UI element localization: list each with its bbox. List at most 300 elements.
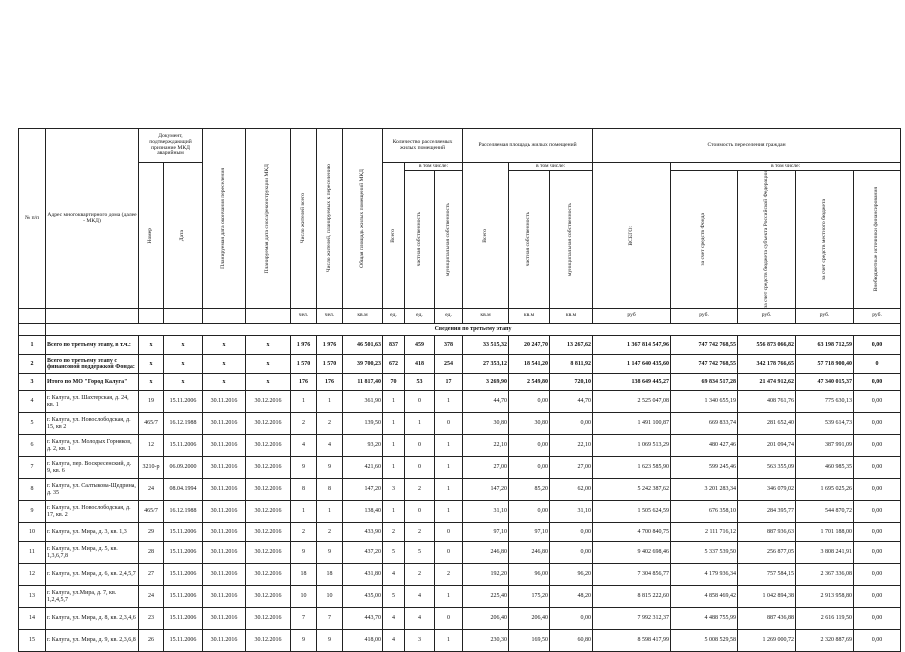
row-area-private: 0,00 bbox=[509, 391, 550, 413]
row-cost-regional: 201 094,74 bbox=[738, 435, 796, 457]
row-cost-regional: 408 761,76 bbox=[738, 391, 796, 413]
row-residents-total: 2 bbox=[291, 523, 317, 542]
row-area-private: 30,80 bbox=[509, 413, 550, 435]
row-cost-fund: 2 111 716,12 bbox=[671, 523, 738, 542]
header-cost-sub: в том числе: bbox=[671, 163, 901, 171]
row-total-area: 443,70 bbox=[343, 608, 383, 630]
row-residents-planned: 1 bbox=[317, 391, 343, 413]
row-area-private: 97,10 bbox=[509, 523, 550, 542]
row-cost-local: 387 991,09 bbox=[796, 435, 854, 457]
header-fund: за счет средств Фонда bbox=[671, 171, 738, 309]
row-residents-total: 7 bbox=[291, 608, 317, 630]
row-area-total: 246,80 bbox=[463, 542, 509, 564]
row-area-private: 0,00 bbox=[509, 435, 550, 457]
header-area-group: Расселяемая площадь жилых помещений bbox=[463, 129, 593, 163]
row-total-area: 93,20 bbox=[343, 435, 383, 457]
row-residents-total: 1 bbox=[291, 391, 317, 413]
row-number: 6 bbox=[19, 435, 46, 457]
row-plan-demolish: 30.12.2016 bbox=[246, 479, 291, 501]
row-area-private: 206,40 bbox=[509, 608, 550, 630]
row-residents-total: 9 bbox=[291, 542, 317, 564]
row-area-private: 246,80 bbox=[509, 542, 550, 564]
row-plan-demolish: 30.12.2016 bbox=[246, 630, 291, 652]
row-area-municipal: 96,20 bbox=[550, 564, 593, 586]
row-number: 15 bbox=[19, 630, 46, 652]
row-area-municipal: 0,00 bbox=[550, 542, 593, 564]
header-rooms-sub: в том числе: bbox=[405, 163, 463, 171]
row-residents-total: 4 bbox=[291, 435, 317, 457]
row-address: г. Калуга, ул. Молодых Горняков, д. 2, кв. 1 bbox=[46, 435, 139, 457]
row-rooms-municipal: 1 bbox=[435, 630, 463, 652]
row-total-area: 139,50 bbox=[343, 413, 383, 435]
row-doc-date: 15.11.2006 bbox=[164, 435, 203, 457]
row-cost-total: 9 402 698,46 bbox=[593, 542, 671, 564]
row-area-municipal: 48,20 bbox=[550, 586, 593, 608]
row-doc-number: 3210-р bbox=[139, 457, 164, 479]
table-row bbox=[19, 479, 901, 501]
row-plan-end: 30.11.2016 bbox=[203, 586, 246, 608]
row-rooms-total: 5 bbox=[383, 586, 405, 608]
header-rooms-municipal: муниципальная собственность bbox=[435, 171, 463, 309]
row-area-private: 2 549,80 bbox=[509, 374, 550, 391]
row-residents-total: 1 bbox=[291, 501, 317, 523]
row-area-municipal: 44,70 bbox=[550, 391, 593, 413]
row-number: 8 bbox=[19, 479, 46, 501]
row-doc-date: x bbox=[164, 374, 203, 391]
row-cost-local: 3 808 241,91 bbox=[796, 542, 854, 564]
row-area-municipal: 62,00 bbox=[550, 479, 593, 501]
row-rooms-total: 4 bbox=[383, 630, 405, 652]
row-area-private: 0,00 bbox=[509, 457, 550, 479]
row-plan-demolish: 30.12.2016 bbox=[246, 391, 291, 413]
row-plan-end: x bbox=[203, 374, 246, 391]
row-rooms-private: 53 bbox=[405, 374, 435, 391]
row-rooms-private: 418 bbox=[405, 355, 435, 374]
section-title: Сведения по третьему этапу bbox=[46, 324, 901, 336]
row-area-total: 225,40 bbox=[463, 586, 509, 608]
row-residents-planned: 8 bbox=[317, 479, 343, 501]
row-doc-number: 24 bbox=[139, 479, 164, 501]
row-rooms-total: 1 bbox=[383, 457, 405, 479]
unit-cell bbox=[246, 309, 291, 324]
row-rooms-private: 2 bbox=[405, 564, 435, 586]
row-address: г. Калуга, ул. Новослободская, д. 15, кв 2 bbox=[46, 413, 139, 435]
row-residents-planned: 9 bbox=[317, 457, 343, 479]
row-area-total: 27 353,12 bbox=[463, 355, 509, 374]
row-address: г. Калуга, ул. Мира, д. 9, кв. 2,3,6,8 bbox=[46, 630, 139, 652]
resettlement-table bbox=[18, 128, 901, 652]
header-cost-group: Стоимость переселения граждан bbox=[593, 129, 901, 163]
row-rooms-private: 2 bbox=[405, 523, 435, 542]
row-cost-fund: 480 427,46 bbox=[671, 435, 738, 457]
row-residents-total: 1 976 bbox=[291, 336, 317, 355]
row-cost-total: 1 069 513,29 bbox=[593, 435, 671, 457]
header-doc-date: Дата bbox=[164, 163, 203, 309]
row-cost-regional: 346 079,02 bbox=[738, 479, 796, 501]
row-cost-regional: 757 584,15 bbox=[738, 564, 796, 586]
row-residents-planned: 1 976 bbox=[317, 336, 343, 355]
row-area-municipal: 13 267,62 bbox=[550, 336, 593, 355]
row-rooms-private: 459 bbox=[405, 336, 435, 355]
row-plan-end: 30.11.2016 bbox=[203, 630, 246, 652]
row-number: 4 bbox=[19, 391, 46, 413]
row-cost-local: 57 718 900,40 bbox=[796, 355, 854, 374]
row-rooms-total: 70 bbox=[383, 374, 405, 391]
row-rooms-private: 4 bbox=[405, 586, 435, 608]
header-cost-total: ВСЕГО: bbox=[593, 163, 671, 309]
row-residents-total: 2 bbox=[291, 413, 317, 435]
unit-cell bbox=[164, 309, 203, 324]
table-row bbox=[19, 355, 901, 374]
row-area-total: 30,80 bbox=[463, 413, 509, 435]
row-cost-fund: 5 008 529,58 bbox=[671, 630, 738, 652]
row-cost-extra: 0,00 bbox=[854, 435, 901, 457]
row-doc-date: 15.11.2006 bbox=[164, 630, 203, 652]
table-row bbox=[19, 391, 901, 413]
row-plan-demolish: x bbox=[246, 374, 291, 391]
table-body bbox=[19, 129, 901, 652]
row-area-private: 18 541,20 bbox=[509, 355, 550, 374]
row-number: 12 bbox=[19, 564, 46, 586]
row-cost-extra: 0,00 bbox=[854, 630, 901, 652]
row-doc-date: 06.09.2000 bbox=[164, 457, 203, 479]
row-rooms-private: 0 bbox=[405, 501, 435, 523]
row-plan-demolish: 30.12.2016 bbox=[246, 501, 291, 523]
row-residents-planned: 9 bbox=[317, 630, 343, 652]
table-row bbox=[19, 413, 901, 435]
row-cost-extra: 0,00 bbox=[854, 374, 901, 391]
row-residents-planned: 18 bbox=[317, 564, 343, 586]
row-area-municipal: 0,00 bbox=[550, 413, 593, 435]
row-rooms-total: 2 bbox=[383, 523, 405, 542]
row-cost-local: 544 870,72 bbox=[796, 501, 854, 523]
row-cost-local: 775 630,13 bbox=[796, 391, 854, 413]
row-cost-local: 460 985,35 bbox=[796, 457, 854, 479]
row-cost-total: 8 815 222,60 bbox=[593, 586, 671, 608]
row-residents-total: 9 bbox=[291, 630, 317, 652]
row-rooms-private: 0 bbox=[405, 391, 435, 413]
row-residents-planned: 1 bbox=[317, 501, 343, 523]
header-total-area: Общая площадь жилых помещений МКД bbox=[343, 129, 383, 309]
row-cost-regional: 1 269 000,72 bbox=[738, 630, 796, 652]
row-address: г. Калуга, ул. Новослободская, д. 17, кв. 2 bbox=[46, 501, 139, 523]
header-rooms-private: частная собственность bbox=[405, 171, 435, 309]
row-cost-regional: 342 178 766,65 bbox=[738, 355, 796, 374]
row-doc-date: 15.11.2006 bbox=[164, 564, 203, 586]
row-cost-total: 1 147 640 435,60 bbox=[593, 355, 671, 374]
row-residents-planned: 10 bbox=[317, 586, 343, 608]
row-area-total: 206,40 bbox=[463, 608, 509, 630]
header-area-private: частная собственность bbox=[509, 171, 550, 309]
row-doc-date: 15.11.2006 bbox=[164, 542, 203, 564]
row-cost-fund: 669 833,74 bbox=[671, 413, 738, 435]
row-cost-local: 1 701 188,00 bbox=[796, 523, 854, 542]
row-area-municipal: 22,10 bbox=[550, 435, 593, 457]
row-address: г. Калуга, ул. Мира, д. 6, кв. 2,4,5,7 bbox=[46, 564, 139, 586]
row-cost-regional: 1 042 894,38 bbox=[738, 586, 796, 608]
row-cost-total: 4 700 840,75 bbox=[593, 523, 671, 542]
row-cost-total: 8 598 417,99 bbox=[593, 630, 671, 652]
row-cost-regional: 21 474 912,62 bbox=[738, 374, 796, 391]
row-total-area: 138,40 bbox=[343, 501, 383, 523]
row-plan-demolish: x bbox=[246, 355, 291, 374]
row-plan-end: x bbox=[203, 336, 246, 355]
row-area-private: 0,00 bbox=[509, 501, 550, 523]
row-doc-number: 19 bbox=[139, 391, 164, 413]
row-cost-fund: 4 488 755,99 bbox=[671, 608, 738, 630]
row-rooms-municipal: 0 bbox=[435, 523, 463, 542]
header-extra: Внебюджетные источники финансирования bbox=[854, 171, 901, 309]
row-cost-fund: 747 742 768,55 bbox=[671, 336, 738, 355]
row-area-municipal: 720,10 bbox=[550, 374, 593, 391]
row-rooms-private: 3 bbox=[405, 630, 435, 652]
row-rooms-total: 837 bbox=[383, 336, 405, 355]
row-rooms-municipal: 2 bbox=[435, 564, 463, 586]
row-doc-number: 28 bbox=[139, 542, 164, 564]
header-local: за счет средств местного бюджета bbox=[796, 171, 854, 309]
row-residents-total: 10 bbox=[291, 586, 317, 608]
header-address: Адрес многоквартирного дома (далее - МКД) bbox=[46, 129, 139, 309]
row-rooms-municipal: 378 bbox=[435, 336, 463, 355]
header-plan-end: Планируемая дата окончания переселения bbox=[203, 129, 246, 309]
row-plan-end: 30.11.2016 bbox=[203, 457, 246, 479]
row-address: г. Калуга, ул. Салтыкова-Щедрина, д. 35 bbox=[46, 479, 139, 501]
table-row bbox=[19, 435, 901, 457]
row-area-municipal: 31,10 bbox=[550, 501, 593, 523]
row-cost-total: 7 304 856,77 bbox=[593, 564, 671, 586]
row-number: 13 bbox=[19, 586, 46, 608]
row-plan-end: 30.11.2016 bbox=[203, 523, 246, 542]
row-cost-total: 1 367 814 547,96 bbox=[593, 336, 671, 355]
row-cost-total: 1 623 585,90 bbox=[593, 457, 671, 479]
row-rooms-total: 4 bbox=[383, 564, 405, 586]
row-cost-local: 2 913 958,80 bbox=[796, 586, 854, 608]
row-number: 3 bbox=[19, 374, 46, 391]
row-cost-fund: 1 340 655,19 bbox=[671, 391, 738, 413]
unit-cell: чел. bbox=[317, 309, 343, 324]
unit-cell: руб. bbox=[854, 309, 901, 324]
row-doc-number: 24 bbox=[139, 586, 164, 608]
row-cost-total: 5 242 387,62 bbox=[593, 479, 671, 501]
row-cost-local: 2 367 336,08 bbox=[796, 564, 854, 586]
unit-cell bbox=[46, 309, 139, 324]
row-rooms-private: 5 bbox=[405, 542, 435, 564]
row-doc-date: 16.12.1988 bbox=[164, 413, 203, 435]
row-rooms-private: 0 bbox=[405, 435, 435, 457]
row-area-municipal: 0,00 bbox=[550, 523, 593, 542]
row-doc-number: 27 bbox=[139, 564, 164, 586]
row-cost-fund: 599 245,46 bbox=[671, 457, 738, 479]
row-rooms-total: 1 bbox=[383, 435, 405, 457]
row-cost-fund: 747 742 768,55 bbox=[671, 355, 738, 374]
row-area-total: 33 515,32 bbox=[463, 336, 509, 355]
row-rooms-municipal: 1 bbox=[435, 391, 463, 413]
row-plan-end: 30.11.2016 bbox=[203, 542, 246, 564]
unit-cell: ед. bbox=[383, 309, 405, 324]
row-area-private: 85,20 bbox=[509, 479, 550, 501]
row-residents-planned: 7 bbox=[317, 608, 343, 630]
row-area-total: 27,00 bbox=[463, 457, 509, 479]
row-doc-number: x bbox=[139, 355, 164, 374]
table-row bbox=[19, 523, 901, 542]
row-doc-date: 16.12.1988 bbox=[164, 501, 203, 523]
row-cost-local: 63 198 712,59 bbox=[796, 336, 854, 355]
row-rooms-municipal: 1 bbox=[435, 457, 463, 479]
row-total-area: 421,60 bbox=[343, 457, 383, 479]
row-plan-end: 30.11.2016 bbox=[203, 501, 246, 523]
row-plan-demolish: 30.12.2016 bbox=[246, 457, 291, 479]
header-doc-number: Номер bbox=[139, 163, 164, 309]
row-cost-extra: 0,00 bbox=[854, 542, 901, 564]
row-rooms-municipal: 1 bbox=[435, 479, 463, 501]
row-cost-local: 2 616 119,50 bbox=[796, 608, 854, 630]
row-doc-number: 465/7 bbox=[139, 501, 164, 523]
row-area-total: 3 269,90 bbox=[463, 374, 509, 391]
row-rooms-private: 1 bbox=[405, 413, 435, 435]
row-area-total: 97,10 bbox=[463, 523, 509, 542]
row-total-area: 433,90 bbox=[343, 523, 383, 542]
row-doc-number: 26 bbox=[139, 630, 164, 652]
unit-cell bbox=[19, 309, 46, 324]
row-residents-planned: 9 bbox=[317, 542, 343, 564]
row-cost-total: 1 491 100,87 bbox=[593, 413, 671, 435]
row-doc-date: 08.04.1994 bbox=[164, 479, 203, 501]
row-total-area: 437,20 bbox=[343, 542, 383, 564]
row-doc-number: 23 bbox=[139, 608, 164, 630]
row-cost-total: 138 649 445,27 bbox=[593, 374, 671, 391]
row-doc-date: x bbox=[164, 355, 203, 374]
row-total-area: 39 700,23 bbox=[343, 355, 383, 374]
header-residents-planned: Число жителей, планируемых к переселению bbox=[317, 129, 343, 309]
row-area-municipal: 27,00 bbox=[550, 457, 593, 479]
row-cost-extra: 0,00 bbox=[854, 608, 901, 630]
row-rooms-municipal: 1 bbox=[435, 435, 463, 457]
unit-cell: кв.м bbox=[463, 309, 509, 324]
row-total-area: 46 501,63 bbox=[343, 336, 383, 355]
row-address: г. Калуга, ул.Мира, д. 7, кв. 1,2,4,5,7 bbox=[46, 586, 139, 608]
row-plan-demolish: 30.12.2016 bbox=[246, 586, 291, 608]
row-cost-extra: 0,00 bbox=[854, 586, 901, 608]
row-cost-extra: 0,00 bbox=[854, 523, 901, 542]
row-rooms-municipal: 17 bbox=[435, 374, 463, 391]
header-area-total: Всего bbox=[463, 163, 509, 309]
table-row bbox=[19, 457, 901, 479]
row-address: г. Калуга, пер. Воскресенский, д. 9, кв. 6 bbox=[46, 457, 139, 479]
row-area-total: 147,20 bbox=[463, 479, 509, 501]
row-area-municipal: 60,80 bbox=[550, 630, 593, 652]
row-cost-fund: 4 858 469,42 bbox=[671, 586, 738, 608]
row-total-area: 431,80 bbox=[343, 564, 383, 586]
header-rooms-total: Всего bbox=[383, 163, 405, 309]
row-residents-total: 18 bbox=[291, 564, 317, 586]
table-row bbox=[19, 586, 901, 608]
unit-cell: руб bbox=[593, 309, 671, 324]
row-number: 11 bbox=[19, 542, 46, 564]
row-plan-end: 30.11.2016 bbox=[203, 413, 246, 435]
row-rooms-total: 1 bbox=[383, 391, 405, 413]
row-number: 5 bbox=[19, 413, 46, 435]
row-doc-date: 15.11.2006 bbox=[164, 608, 203, 630]
row-cost-regional: 887 936,63 bbox=[738, 523, 796, 542]
row-rooms-total: 4 bbox=[383, 608, 405, 630]
row-cost-total: 7 992 312,37 bbox=[593, 608, 671, 630]
row-total-area: 11 817,40 bbox=[343, 374, 383, 391]
header-num: № п/п bbox=[19, 129, 46, 309]
row-cost-local: 539 614,73 bbox=[796, 413, 854, 435]
unit-cell bbox=[203, 309, 246, 324]
row-cost-fund: 5 337 539,50 bbox=[671, 542, 738, 564]
row-area-total: 230,30 bbox=[463, 630, 509, 652]
row-plan-end: 30.11.2016 bbox=[203, 435, 246, 457]
row-cost-extra: 0,00 bbox=[854, 391, 901, 413]
row-cost-fund: 3 201 283,34 bbox=[671, 479, 738, 501]
unit-cell: руб. bbox=[738, 309, 796, 324]
row-total-area: 435,00 bbox=[343, 586, 383, 608]
row-cost-fund: 676 358,10 bbox=[671, 501, 738, 523]
row-address: Всего по третьему этапу, в т.ч.: bbox=[46, 336, 139, 355]
row-residents-total: 9 bbox=[291, 457, 317, 479]
row-rooms-total: 672 bbox=[383, 355, 405, 374]
row-residents-total: 176 bbox=[291, 374, 317, 391]
row-number: 1 bbox=[19, 336, 46, 355]
row-doc-date: 15.11.2006 bbox=[164, 391, 203, 413]
row-cost-extra: 0,00 bbox=[854, 457, 901, 479]
table-row bbox=[19, 630, 901, 652]
row-plan-demolish: 30.12.2016 bbox=[246, 413, 291, 435]
row-cost-total: 2 525 047,08 bbox=[593, 391, 671, 413]
row-address: г. Калуга, ул. Мира, д. 3, кв. 1,3 bbox=[46, 523, 139, 542]
row-rooms-private: 0 bbox=[405, 457, 435, 479]
row-plan-end: 30.11.2016 bbox=[203, 391, 246, 413]
row-address: г. Калуга, ул. Мира, д. 5, кв. 1,3,6,7,8 bbox=[46, 542, 139, 564]
row-rooms-private: 4 bbox=[405, 608, 435, 630]
row-plan-demolish: 30.12.2016 bbox=[246, 523, 291, 542]
row-address: г. Калуга, ул. Мира, д. 8, кв. 2,3,4,6 bbox=[46, 608, 139, 630]
row-plan-demolish: 30.12.2016 bbox=[246, 564, 291, 586]
row-area-private: 96,00 bbox=[509, 564, 550, 586]
row-doc-date: x bbox=[164, 336, 203, 355]
header-plan-demolish: Планируемая дата сноса/реконструкции МКД bbox=[246, 129, 291, 309]
table-row bbox=[19, 336, 901, 355]
row-number: 10 bbox=[19, 523, 46, 542]
row-total-area: 361,90 bbox=[343, 391, 383, 413]
row-residents-total: 1 570 bbox=[291, 355, 317, 374]
unit-cell bbox=[139, 309, 164, 324]
row-area-private: 20 247,70 bbox=[509, 336, 550, 355]
unit-cell: руб. bbox=[671, 309, 738, 324]
row-number: 9 bbox=[19, 501, 46, 523]
row-area-total: 44,70 bbox=[463, 391, 509, 413]
unit-cell: кв.м bbox=[509, 309, 550, 324]
units-row bbox=[19, 309, 901, 324]
row-area-municipal: 0,00 bbox=[550, 608, 593, 630]
row-cost-fund: 69 834 517,28 bbox=[671, 374, 738, 391]
row-address: Всего по третьему этапу с финансовой поддержкой Фонда: bbox=[46, 355, 139, 374]
row-total-area: 147,20 bbox=[343, 479, 383, 501]
header-area-municipal: муниципальная собственность bbox=[550, 171, 593, 309]
row-plan-end: 30.11.2016 bbox=[203, 608, 246, 630]
row-cost-extra: 0,00 bbox=[854, 413, 901, 435]
unit-cell: ед. bbox=[435, 309, 463, 324]
row-address: г. Калуга, ул. Шахтерская, д. 24, кв. 1 bbox=[46, 391, 139, 413]
row-rooms-municipal: 254 bbox=[435, 355, 463, 374]
row-plan-end: 30.11.2016 bbox=[203, 479, 246, 501]
row-residents-planned: 176 bbox=[317, 374, 343, 391]
row-rooms-total: 3 bbox=[383, 479, 405, 501]
unit-cell: кв.м bbox=[550, 309, 593, 324]
row-residents-planned: 2 bbox=[317, 413, 343, 435]
row-cost-regional: 563 355,09 bbox=[738, 457, 796, 479]
